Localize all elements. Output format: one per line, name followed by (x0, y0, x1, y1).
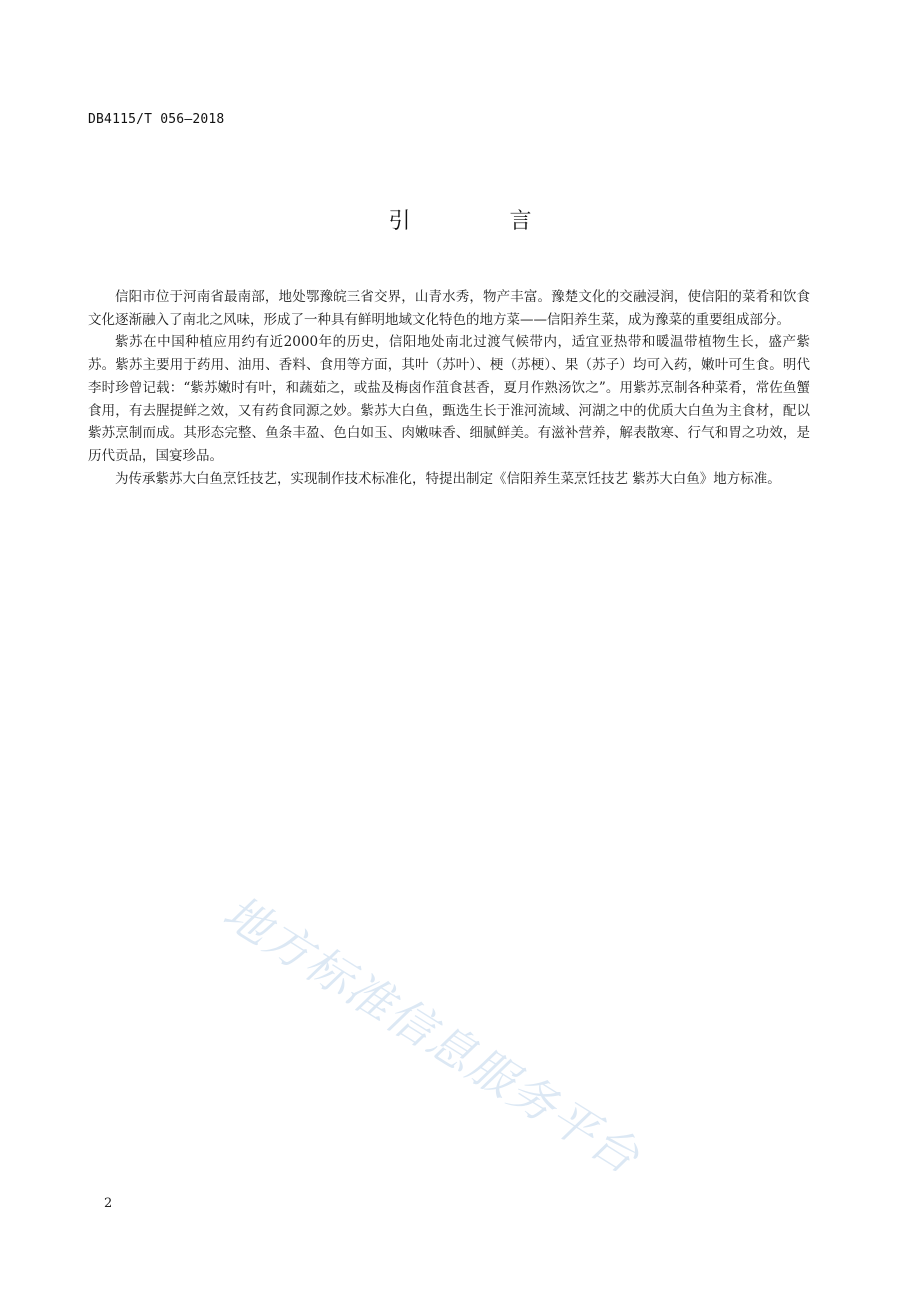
watermark: 地方标准信息服务平台 (214, 884, 650, 1185)
paragraph-intro: 信阳市位于河南省最南部，地处鄂豫皖三省交界，山青水秀，物产丰富。豫楚文化的交融浸润，使信阳的菜肴和饮食文化逐渐融入了南北之风味，形成了一种具有鲜明地域文化特色的地方菜——信阳养生菜，成为豫菜的重要组成部分。 (88, 289, 810, 328)
body-text (88, 286, 810, 490)
page-title: 引 言 (388, 209, 578, 234)
page-number: 2 (104, 1196, 113, 1211)
document-code: DB4115/T 056—2018 (88, 112, 225, 127)
paragraph-purpose: 为传承紫苏大白鱼烹饪技艺，实现制作技术标准化，特提出制定《信阳养生菜烹饪技艺 紫苏大白鱼》地方标准。 (115, 470, 781, 487)
paragraph-perilla-history: 紫苏在中国种植应用约有近2000年的历史，信阳地处南北过渡气候带内，适宜亚热带和暖温带植物生长，盛产紫苏。紫苏主要用于药用、油用、香料、食用等方面，其叶（苏叶）、梗（苏梗）、果（苏子）均可入药，嫩叶可生食。明代李时珍曾记载：“紫苏嫩时有叶，和蔬茹之，或盐及梅卤作菹食甚香，夏月作熟汤饮之”。用紫苏烹制各种菜肴，常佐鱼蟹食用，有去腥提鲜之效，又有药食同源之妙。紫苏大白鱼，甄选生长于淮河流域、河湖之中的优质大白鱼为主食材，配以紫苏烹制而成。其形态完整、鱼条丰盈、色白如玉、肉嫩味香、细腻鲜美。有滋补营养，解表散寒、行气和胃之功效，是历代贡品，国宴珍品。 (88, 334, 810, 464)
